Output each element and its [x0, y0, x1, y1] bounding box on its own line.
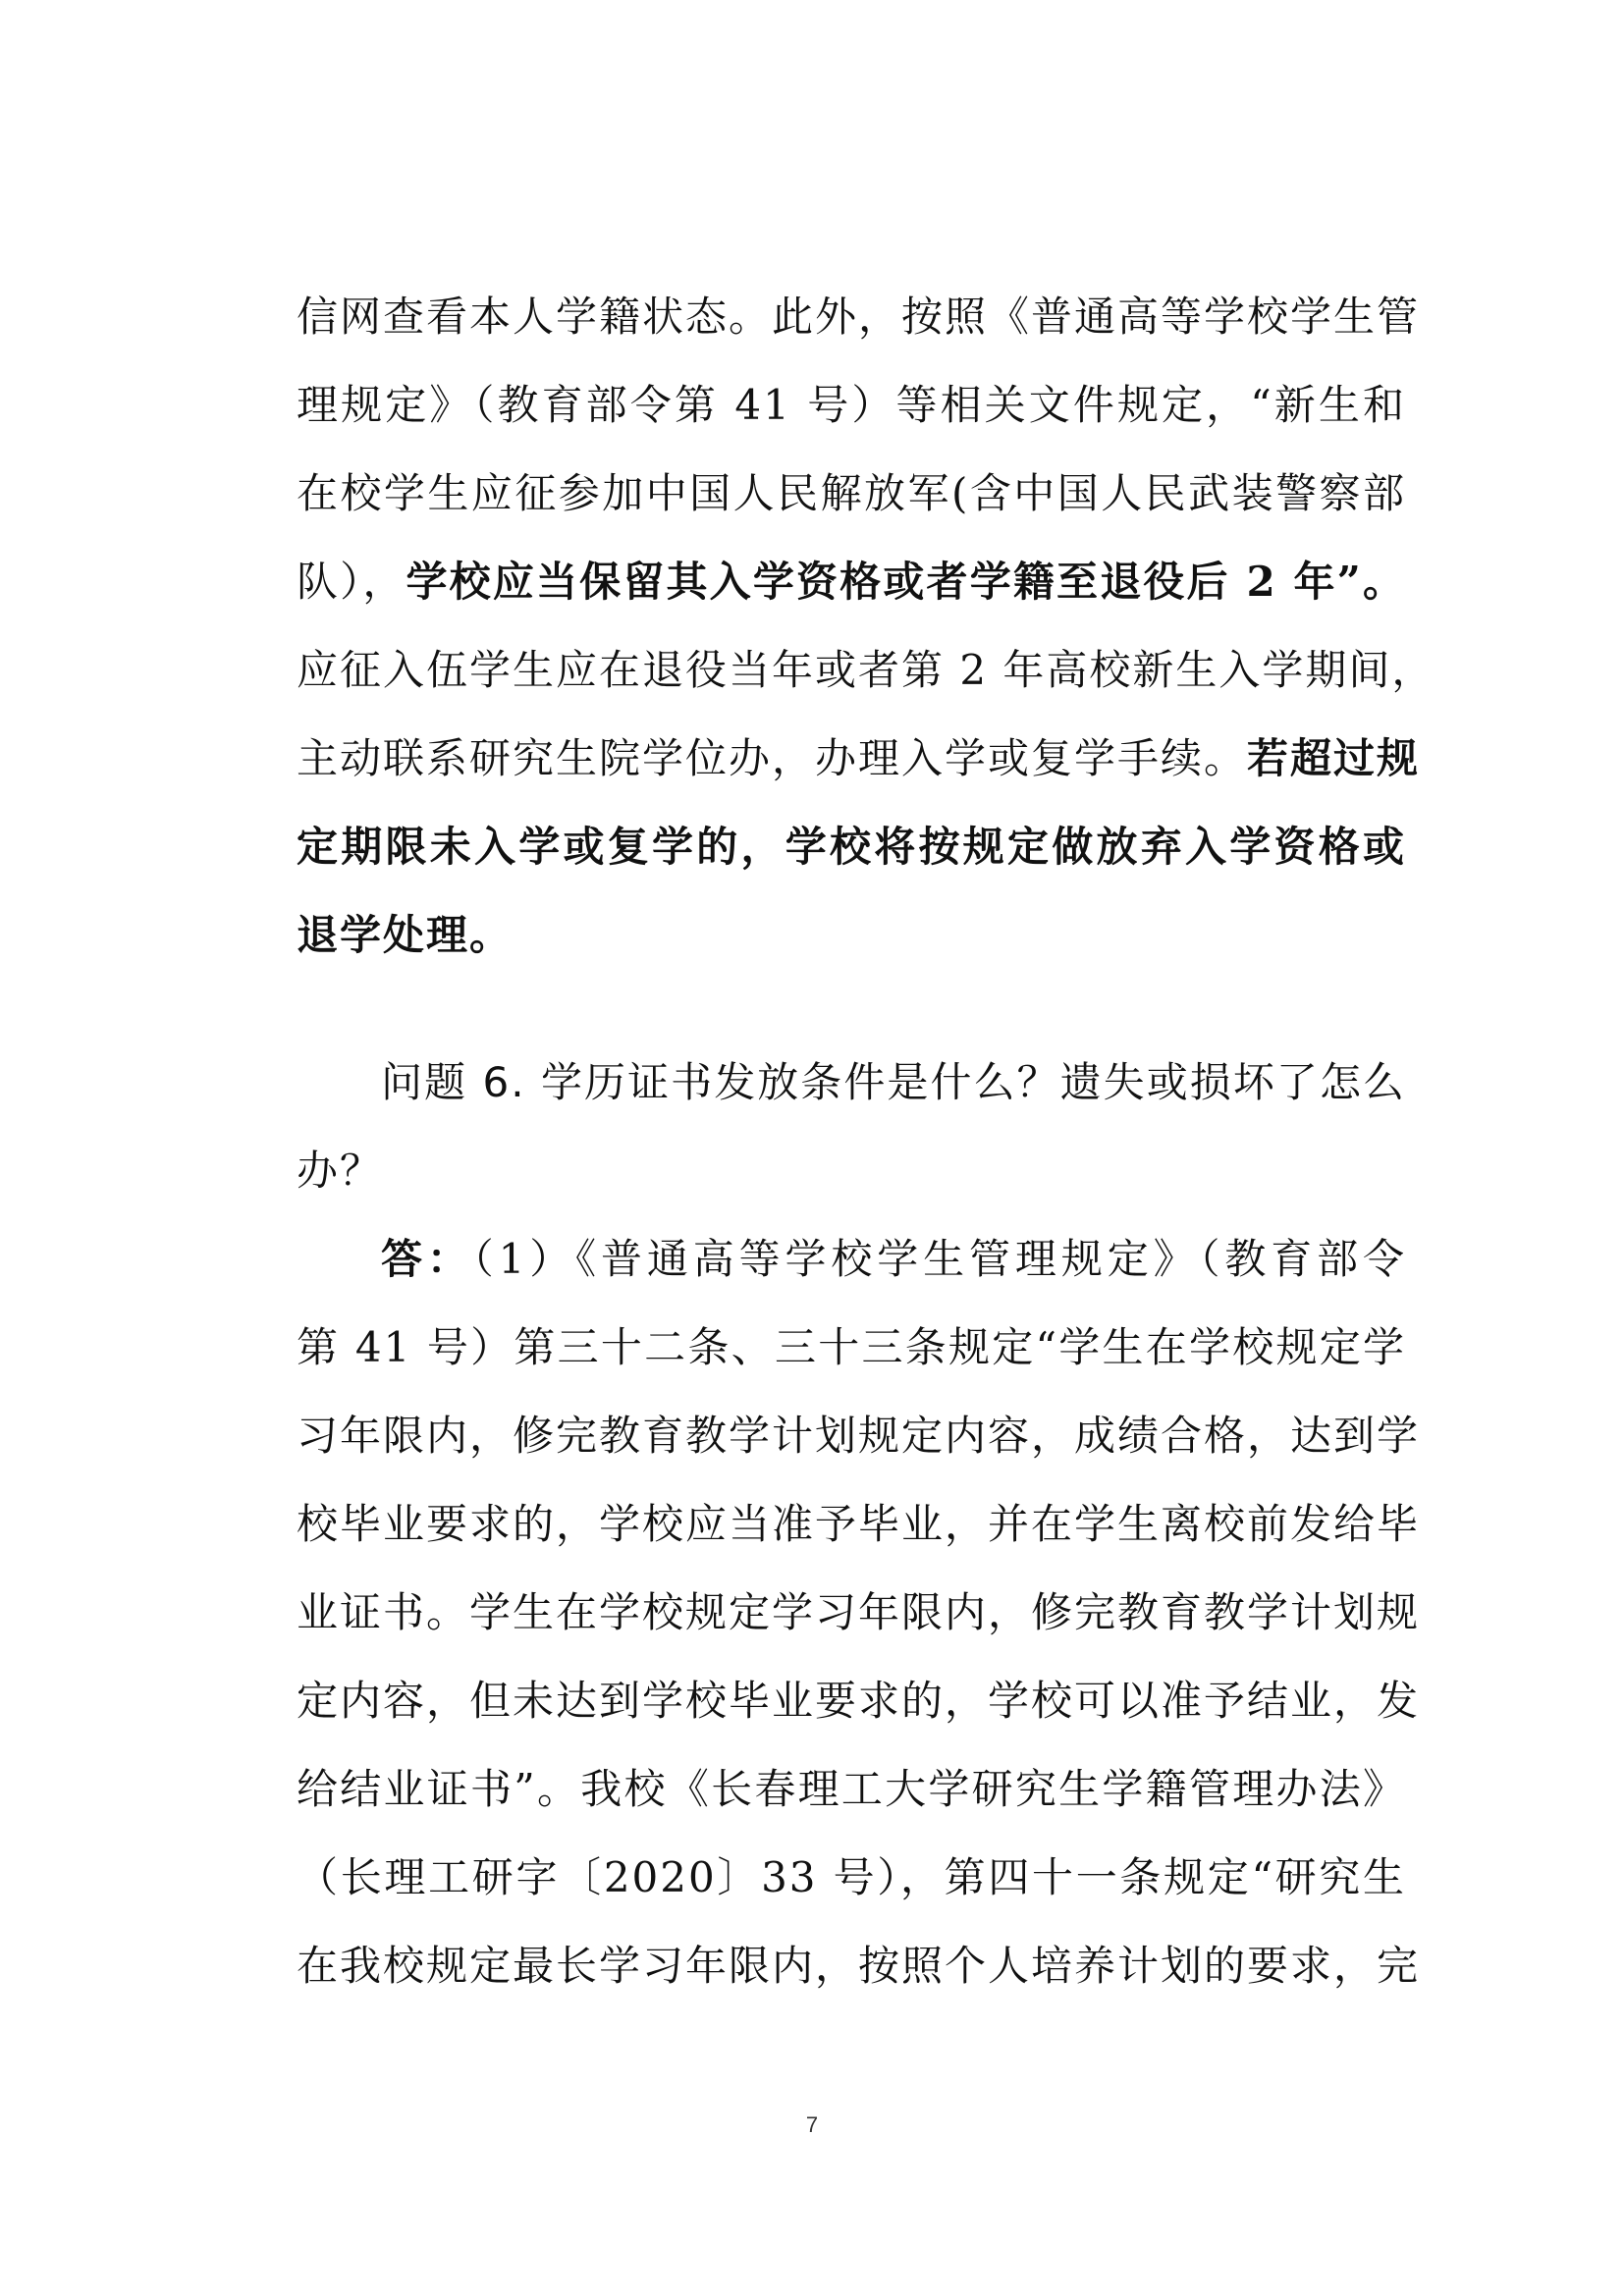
answer-line: 给结业证书”。我校《长春理工大学研究生学籍管理办法》	[297, 1765, 1406, 1813]
paragraph-line: 应征入伍学生应在退役当年或者第 2 年高校新生入学期间，	[297, 646, 1435, 694]
paragraph-line	[297, 556, 1406, 609]
bold-text-segment: 若超过规	[1247, 734, 1421, 782]
text-segment: 主动联系研究生院学位办，办理入学或复学手续。	[297, 734, 1248, 782]
paragraph-line	[297, 732, 1421, 785]
paragraph-line: 信网查看本人学籍状态。此外，按照《普通高等学校学生管	[297, 293, 1421, 341]
answer-line	[381, 1233, 1406, 1286]
answer-line: 第 41 号）第三十二条、三十三条规定“学生在学校规定学	[297, 1323, 1406, 1371]
text-segment: （1）《普通高等学校学生管理规定》（教育部令	[472, 1235, 1406, 1283]
bold-text-segment: 学校应当保留其入学资格或者学籍至退役后 2 年”。	[406, 558, 1406, 606]
answer-line: 定内容，但未达到学校毕业要求的，学校可以准予结业，发	[297, 1677, 1421, 1725]
paragraph-line: 在校学生应征参加中国人民解放军(含中国人民武装警察部	[297, 469, 1406, 517]
paragraph-line: 理规定》（教育部令第 41 号）等相关文件规定，“新生和	[297, 381, 1406, 429]
bold-paragraph-line: 定期限未入学或复学的，学校将按规定做放弃入学资格或	[297, 823, 1406, 871]
answer-line: 业证书。学生在学校规定学习年限内，修完教育教学计划规	[297, 1588, 1421, 1636]
text-segment: 队），	[297, 558, 406, 606]
answer-label: 答：	[381, 1235, 473, 1283]
answer-line: 习年限内，修完教育教学计划规定内容，成绩合格，达到学	[297, 1412, 1421, 1460]
page-number: 7	[805, 2112, 819, 2137]
answer-line: 校毕业要求的，学校应当准予毕业，并在学生离校前发给毕	[297, 1500, 1421, 1548]
answer-line: 在我校规定最长学习年限内，按照个人培养计划的要求，完	[297, 1942, 1421, 1990]
question-heading: 问题 6. 学历证书发放条件是什么？遗失或损坏了怎么	[381, 1058, 1406, 1106]
answer-line: （长理工研字〔2020〕33 号），第四十一条规定“研究生	[297, 1853, 1406, 1901]
bold-paragraph-line: 退学处理。	[297, 911, 514, 959]
question-heading-continuation: 办？	[297, 1147, 384, 1195]
